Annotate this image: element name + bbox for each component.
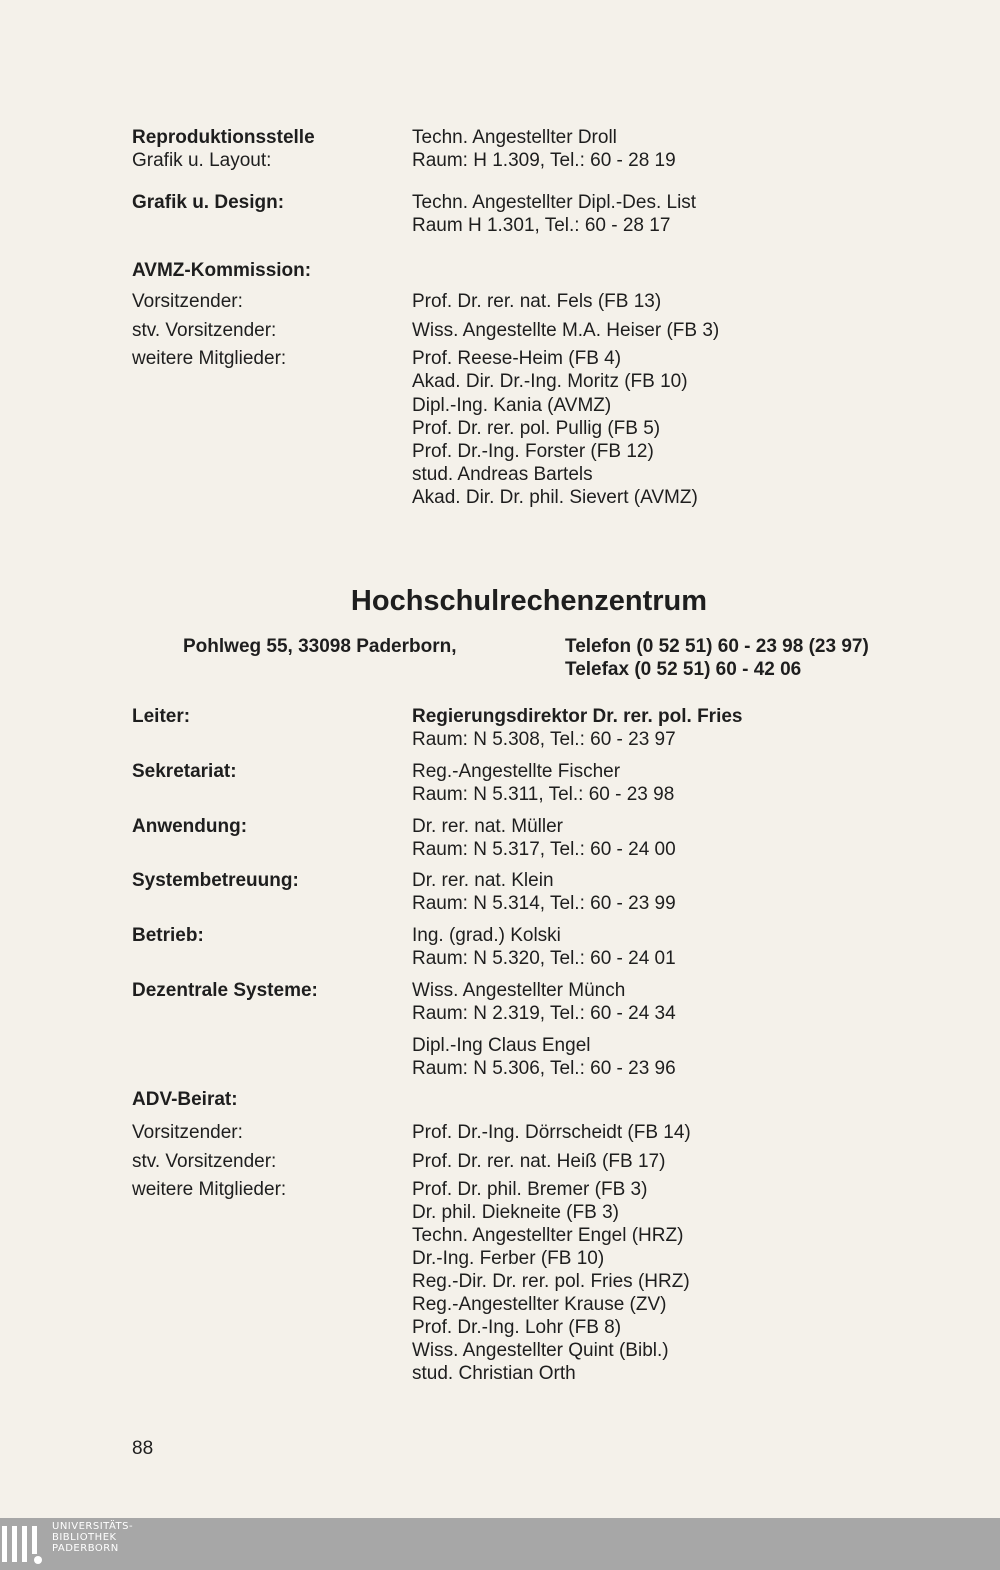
entry-label: stv. Vorsitzender: bbox=[132, 320, 277, 341]
entry-value: Reg.-Dir. Dr. rer. pol. Fries (HRZ) bbox=[412, 1271, 690, 1292]
entry-value: Wiss. Angestellte M.A. Heiser (FB 3) bbox=[412, 320, 720, 341]
entry-value: Prof. Dr. phil. Bremer (FB 3) bbox=[412, 1179, 648, 1200]
entry-value: Akad. Dir. Dr.-Ing. Moritz (FB 10) bbox=[412, 371, 688, 392]
fax-number: Telefax (0 52 51) 60 - 42 06 bbox=[565, 659, 802, 680]
entry-value: Dipl.-Ing. Kania (AVMZ) bbox=[412, 395, 612, 416]
entry-value: Prof. Dr.-Ing. Forster (FB 12) bbox=[412, 441, 654, 462]
entry-label: ADV-Beirat: bbox=[132, 1089, 238, 1110]
entry-label: Systembetreuung: bbox=[132, 870, 299, 891]
entry-label: weitere Mitglieder: bbox=[132, 348, 287, 369]
entry-value: Raum: N 5.311, Tel.: 60 - 23 98 bbox=[412, 784, 675, 805]
entry-label: Vorsitzender: bbox=[132, 1122, 243, 1143]
entry-value: Raum: N 5.306, Tel.: 60 - 23 96 bbox=[412, 1058, 676, 1079]
entry-value: Prof. Dr. rer. nat. Heiß (FB 17) bbox=[412, 1151, 666, 1172]
entry-value: Raum: N 5.308, Tel.: 60 - 23 97 bbox=[412, 729, 676, 750]
entry-value: Reg.-Angestellter Krause (ZV) bbox=[412, 1294, 667, 1315]
entry-label: Vorsitzender: bbox=[132, 291, 243, 312]
entry-value: Regierungsdirektor Dr. rer. pol. Fries bbox=[412, 706, 743, 727]
entry-label: Betrieb: bbox=[132, 925, 204, 946]
entry-value: Akad. Dir. Dr. phil. Sievert (AVMZ) bbox=[412, 487, 698, 508]
section-heading: Hochschulrechenzentrum bbox=[350, 585, 708, 617]
address: Pohlweg 55, 33098 Paderborn, bbox=[183, 636, 457, 657]
entry-label: AVMZ-Kommission: bbox=[132, 260, 312, 281]
entry-value: Raum: H 1.309, Tel.: 60 - 28 19 bbox=[412, 150, 676, 171]
entry-value: Prof. Dr. rer. pol. Pullig (FB 5) bbox=[412, 418, 661, 439]
entry-value: Raum: N 5.314, Tel.: 60 - 23 99 bbox=[412, 893, 676, 914]
entry-value: Ing. (grad.) Kolski bbox=[412, 925, 561, 946]
entry-value: Techn. Angestellter Dipl.-Des. List bbox=[412, 192, 697, 213]
entry-label: Dezentrale Systeme: bbox=[132, 980, 318, 1001]
entry-value: Dr. phil. Diekneite (FB 3) bbox=[412, 1202, 619, 1223]
entry-value: stud. Andreas Bartels bbox=[412, 464, 593, 485]
entry-value: Techn. Angestellter Droll bbox=[412, 127, 617, 148]
entry-value: Raum: N 5.320, Tel.: 60 - 24 01 bbox=[412, 948, 676, 969]
entry-value: Prof. Dr.-Ing. Lohr (FB 8) bbox=[412, 1317, 622, 1338]
entry-label: Grafik u. Design: bbox=[132, 192, 285, 213]
entry-label: weitere Mitglieder: bbox=[132, 1179, 287, 1200]
entry-value: stud. Christian Orth bbox=[412, 1363, 576, 1384]
entry-value: Wiss. Angestellter Münch bbox=[412, 980, 626, 1001]
entry-value: Dr. rer. nat. Klein bbox=[412, 870, 554, 891]
library-footer bbox=[0, 1518, 1000, 1570]
entry-value: Prof. Dr.-Ing. Dörrscheidt (FB 14) bbox=[412, 1122, 691, 1143]
entry-value: Prof. Reese-Heim (FB 4) bbox=[412, 348, 622, 369]
entry-value: Raum H 1.301, Tel.: 60 - 28 17 bbox=[412, 215, 671, 236]
entry-value: Techn. Angestellter Engel (HRZ) bbox=[412, 1225, 684, 1246]
entry-value: Raum: N 5.317, Tel.: 60 - 24 00 bbox=[412, 839, 676, 860]
entry-value: Reg.-Angestellte Fischer bbox=[412, 761, 621, 782]
entry-value: Prof. Dr. rer. nat. Fels (FB 13) bbox=[412, 291, 662, 312]
entry-label: stv. Vorsitzender: bbox=[132, 1151, 277, 1172]
entry-label: Reproduktionsstelle bbox=[132, 127, 315, 148]
phone-number: Telefon (0 52 51) 60 - 23 98 (23 97) bbox=[565, 636, 869, 657]
entry-label: Sekretariat: bbox=[132, 761, 237, 782]
entry-label: Leiter: bbox=[132, 706, 191, 727]
entry-value: Wiss. Angestellter Quint (Bibl.) bbox=[412, 1340, 669, 1361]
entry-label: Grafik u. Layout: bbox=[132, 150, 272, 171]
entry-label: Anwendung: bbox=[132, 816, 248, 837]
entry-value: Raum: N 2.319, Tel.: 60 - 24 34 bbox=[412, 1003, 676, 1024]
entry-value: Dipl.-Ing Claus Engel bbox=[412, 1035, 591, 1056]
library-name: UNIVERSITÄTS- BIBLIOTHEK PADERBORN bbox=[52, 1521, 134, 1554]
entry-value: Dr. rer. nat. Müller bbox=[412, 816, 563, 837]
entry-value: Dr.-Ing. Ferber (FB 10) bbox=[412, 1248, 605, 1269]
page-number: 88 bbox=[132, 1438, 154, 1459]
